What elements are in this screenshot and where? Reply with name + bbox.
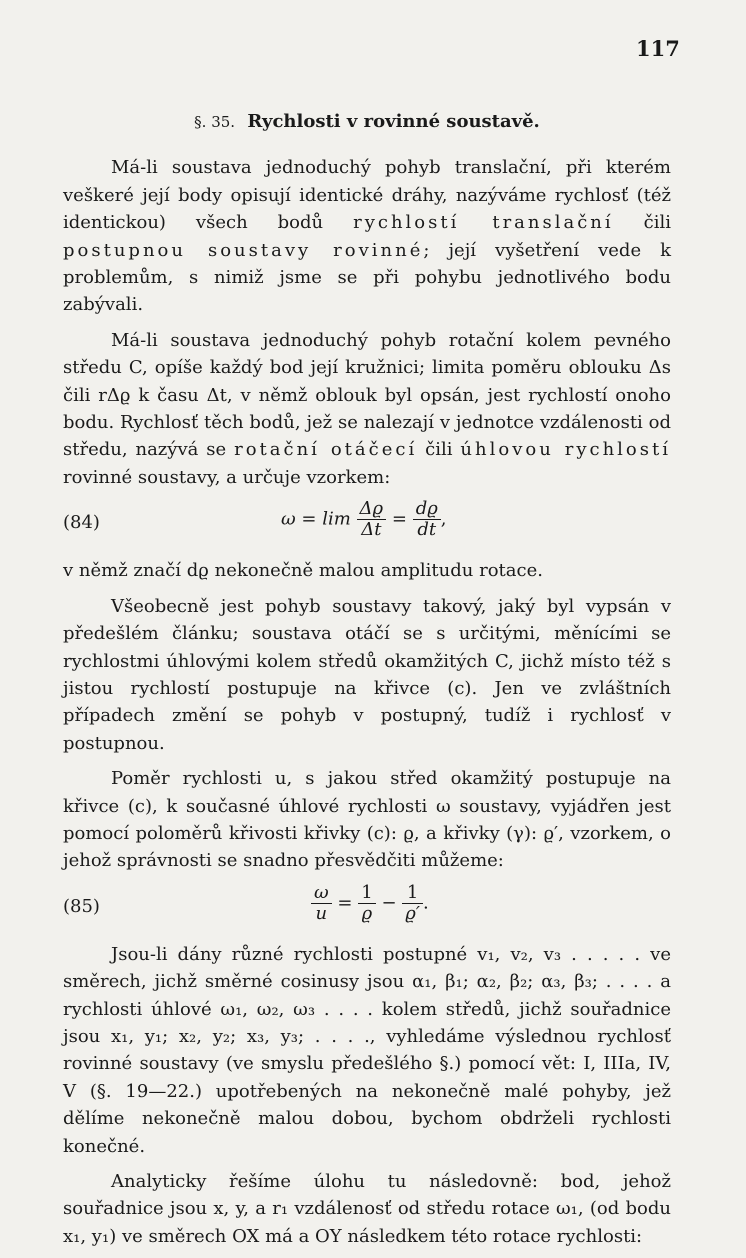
eq85-fraction-1 — [311, 883, 332, 924]
eq84-fraction-2 — [413, 499, 441, 540]
paragraph-4: Všeobecně jest pohyb soustavy takový, jaký byl vypsán v předešlém článku; soustava otáčí se s určitými, měnícími se rychlostmi úhlovými kolem středů okamžitých C, jichž místo též s jistou rychlostí postupuje na křivce (c). Jen ve zvláštních případech změní se pohyb v postupný, tudíž i rychlosť v postupnou. — [63, 595, 671, 754]
eq84-fraction-1 — [357, 499, 387, 540]
eq84-equals: = — [391, 508, 407, 530]
p1-text-c: ; její vyšetření vede k problemům, s nimiž jsme se při pohybu jednotlivého bodu zabývali. — [63, 239, 671, 316]
equation-84-body — [281, 499, 447, 540]
eq85-fraction-3 — [402, 883, 423, 924]
p2-text-c: rovinné soustavy, a určuje vzorkem: — [63, 466, 391, 488]
p2-text-b: čili — [425, 439, 453, 461]
eq85-f2-num: 1 — [358, 883, 375, 904]
eq84-f2-num: dϱ — [413, 499, 441, 520]
eq85-f1-den: u — [315, 902, 328, 924]
paragraph-2 — [63, 327, 671, 491]
eq85-f3-den: ϱ′ — [405, 902, 420, 924]
eq84-f1-num: Δϱ — [357, 499, 387, 520]
eq84-lhs: ω = lim — [281, 508, 351, 530]
paragraph-3: v němž značí dϱ nekonečně malou amplitudu rotace. — [63, 560, 543, 582]
equation-85 — [63, 883, 671, 931]
eq85-tail: . — [422, 892, 429, 914]
p2-text-a: Má-li soustava jednoduchý pohyb rotační kolem pevného středu C, opíše každý bod její kružnici; limita poměru oblouku Δs čili rΔϱ k času Δt, v němž oblouk byl opsán, jest rychlostí onoho bodu. Rychlosť těch bodů, jež se nalezají v jednotce vzdálenosti od středu, nazývá se — [63, 329, 671, 461]
p1-text-a: Má-li soustava jednoduchý pohyb translační, při kterém veškeré její body opisují identické dráhy, nazýváme rychlosť (též identickou) všech bodů — [63, 157, 671, 234]
eq85-minus: − — [381, 892, 397, 914]
paragraph-1 — [63, 154, 671, 318]
p1-spaced-a: rychlostí translační — [353, 212, 614, 234]
p1-text-b: čili — [643, 212, 671, 234]
eq85-equals: = — [337, 892, 353, 914]
eq85-f1-num: ω — [311, 883, 332, 904]
paragraph-5: Poměr rychlosti u, s jakou střed okamžitý postupuje na křivce (c), k současné úhlové rychlosti ω soustavy, vyjádřen jest pomocí poloměrů křivosti křivky (c): ϱ, a křivky (γ): ϱ′, vzorkem, o jehož správnosti se snadno přesvědčiti můžeme: — [63, 768, 671, 872]
paragraph-7: Analyticky řešíme úlohu tu následovně: bod, jehož souřadnice jsou x, y, a r₁ vzdálenosť od středu rotace ω₁, (od bodu x₁, y₁) ve směrech OX má a OY následkem této rotace rychlosti: — [63, 1171, 671, 1247]
equation-number-84: (84) — [63, 512, 100, 534]
p2-spaced-a: rotační otáčecí — [234, 439, 418, 461]
section-title: Rychlosti v rovinné soustavě. — [247, 111, 540, 132]
eq84-f1-den: Δt — [361, 519, 382, 541]
p2-spaced-b: úhlovou rychlostí — [460, 439, 671, 461]
equation-85-body — [311, 883, 429, 924]
equation-84 — [63, 499, 671, 547]
section-heading — [63, 108, 671, 136]
section-number: §. 35. — [194, 113, 236, 131]
eq85-f2-den: ϱ — [361, 902, 373, 924]
eq85-fraction-2 — [358, 883, 375, 924]
eq84-f2-den: dt — [417, 519, 437, 541]
page-number: 117 — [636, 36, 680, 61]
paragraph-6: Jsou-li dány různé rychlosti postupné v₁, v₂, v₃ . . . . . ve směrech, jichž směrné cosinusy jsou α₁, β₁; α₂, β₂; α₃, β₃; . . . . a rychlosti úhlové ω₁, ω₂, ω₃ . . . . kolem středů, jichž souřadnice jsou x₁, y₁; x₂, y₂; x₃, y₃; . . . ., vyhledáme výslednou rychlosť rovinné soustavy (ve smyslu předešlého §.) pomocí vět: I, IIIa, IV, V (§. 19—22.) upotřebených na nekonečně malé pohyby, jež dělíme nekonečně malou dobou, bychom obdrželi rychlosti konečné. — [63, 943, 671, 1157]
equation-number-85: (85) — [63, 895, 100, 917]
eq84-tail: , — [440, 508, 447, 530]
p1-spaced-b: postupnou soustavy rovinné — [63, 239, 424, 261]
text-column — [63, 108, 671, 1258]
eq85-f3-num: 1 — [402, 883, 423, 904]
